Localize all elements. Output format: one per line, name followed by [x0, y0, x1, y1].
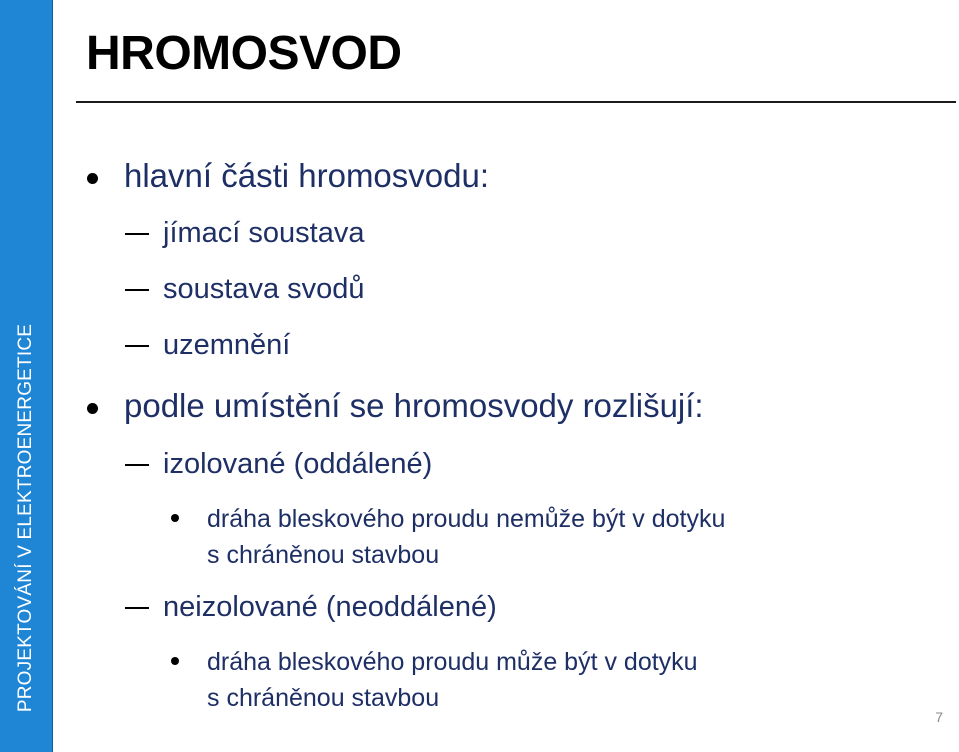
- dash-icon: [125, 345, 149, 347]
- subitem-isolated: izolované (oddálené): [163, 448, 433, 480]
- bullet-main-parts: hlavní části hromosvodu:: [124, 157, 490, 194]
- subitem-non-isolated: neizolované (neoddálené): [163, 591, 497, 623]
- dash-icon: [125, 464, 149, 466]
- bullet-placement: podle umístění se hromosvody rozlišují:: [124, 387, 704, 424]
- isolated-detail-line-1: dráha bleskového proudu nemůže být v dotyku: [207, 505, 726, 533]
- dash-icon: [125, 233, 149, 235]
- subitem-down-conductors: soustava svodů: [163, 273, 365, 305]
- dash-icon: [125, 607, 149, 609]
- non-isolated-detail-line-1: dráha bleskového proudu může být v dotyku: [207, 648, 698, 676]
- sidebar-label: PROJEKTOVÁNÍ V ELEKTROENERGETICE: [15, 323, 36, 713]
- isolated-detail-line-2: s chráněnou stavbou: [207, 541, 440, 569]
- page-number: 7: [935, 709, 943, 725]
- bullet-icon: [171, 657, 179, 665]
- bullet-icon: [87, 173, 98, 184]
- subitem-air-termination: jímací soustava: [163, 217, 365, 249]
- dash-icon: [125, 289, 149, 291]
- bullet-icon: [87, 403, 98, 414]
- slide-title: HROMOSVOD: [86, 27, 402, 80]
- non-isolated-detail-line-2: s chráněnou stavbou: [207, 684, 440, 712]
- subitem-earthing: uzemnění: [163, 329, 291, 361]
- bullet-icon: [171, 514, 179, 522]
